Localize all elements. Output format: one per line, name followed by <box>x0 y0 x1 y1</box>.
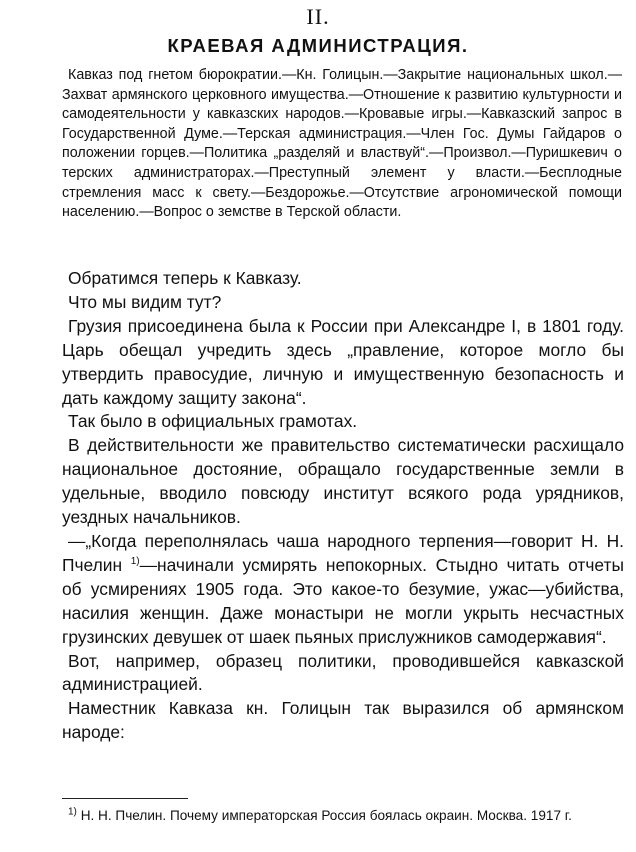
footnote-reference: 1) <box>130 556 140 568</box>
quote-text-start: —„Когда переполнялась чаша народного терпения—говорит Н. Н. Пчелин <box>62 530 624 575</box>
paragraph: Наместник Кавказа кн. Голицын так выразился об армянском народе: <box>62 698 624 743</box>
paragraph: Грузия присоединена была к России при Александре I, в 1801 году. Царь обещал учредить здесь „правление, которое могло бы утвердить правосудие, личную и имущественную безопасность и дать каждому защиту закона“. <box>62 315 624 408</box>
chapter-summary: Кавказ под гнетом бюрократии.—Кн. Голицын.—Закрытие национальных школ.—Захват армянского церковного имущества.—Отношение к развитию культурности и самодеятельности у кавказских народов.—Кровавые игры.—Кавказский запрос в Государственной Думе.—Терская администрация.—Член Гос. Думы Гайдаров о положении горцев.—Политика „разделяй и властвуй“.—Произвол.—Пуришкевич о терских администраторах.—Преступный элемент у власти.—Бесплодные стремления масс к свету.—Бездорожье.—Отсутствие агрономической помощи населению.—Вопрос о земстве в Терской области. <box>62 67 622 221</box>
paragraph: В действительности же правительство систематически расхищало национальное достояние, обращало государственные земли в удельные, вводило повсюду институт всякого рода урядников, уездных начальников. <box>62 435 624 528</box>
body-text <box>62 267 624 745</box>
footnote-divider <box>62 798 188 799</box>
paragraph: Вот, например, образец политики, проводившейся кавказской администрацией. <box>62 650 624 695</box>
quote-text-end: —начинали усмирять непокорных. Стыдно читать отчеты об усмирениях 1905 года. Это какое-то безумие, ужас—убийства, насилия женщин. Даже монастыри не могли укрыть несчастных грузинских девушек от шаек пьяных прислужников самодержавия“. <box>62 554 624 647</box>
paragraph: Так было в официальных грамотах. <box>68 411 358 432</box>
chapter-number: II. <box>306 4 330 29</box>
paragraph: Обратимся теперь к Кавказу. <box>68 268 302 288</box>
quote-paragraph <box>62 530 624 650</box>
footnote <box>62 806 624 825</box>
chapter-title: КРАЕВАЯ АДМИНИСТРАЦИЯ. <box>167 35 469 56</box>
paragraph: Что мы видим тут? <box>68 291 222 312</box>
footnote-marker: 1) <box>68 806 77 818</box>
footnote-text: Н. Н. Пчелин. Почему императорская Россия боялась окраин. Москва. 1917 г. <box>80 808 572 823</box>
